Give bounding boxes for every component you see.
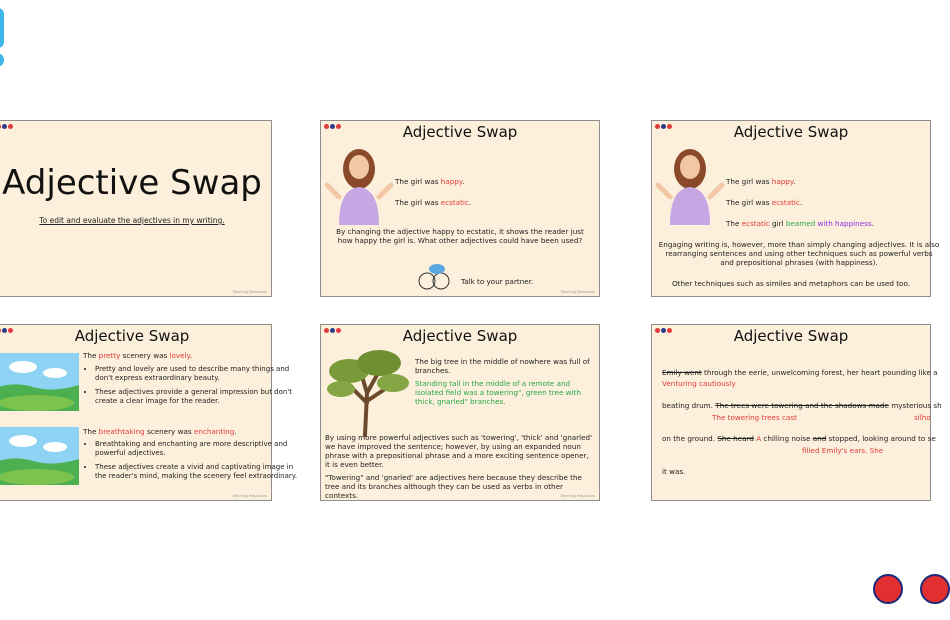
slide-title: Adjective Swap — [733, 327, 849, 345]
slide-thumbnail-3[interactable] — [651, 120, 940, 297]
bullet-list-2 — [85, 440, 301, 486]
breathtaking-enchanting-sentence: The breathtaking scenery was enchanting. — [83, 427, 237, 436]
page-dot-button-next[interactable] — [920, 574, 950, 604]
explanation-text: By using more powerful adjectives such as 'towering', 'thick' and 'gnarled' we have improved the sentence; however, by using an expanded noun phrase with a prepositional phrase and a more exciting sentence opener, it is even better. — [325, 433, 593, 469]
plain-sentence: The big tree in the middle of nowhere was full of branches. — [415, 357, 590, 375]
slide-title: Adjective Swap — [74, 327, 190, 345]
bullet-list-1 — [85, 365, 299, 411]
sentence-happy: The girl was happy. — [726, 177, 796, 186]
slide-thumbnail-2[interactable] — [320, 120, 600, 297]
talk-partner-icon — [417, 261, 453, 291]
exclamation-mark-icon — [0, 8, 12, 68]
slide-footer: Teaching Resources — [560, 494, 595, 498]
insertion-2b: silho — [914, 413, 931, 422]
slide-thumbnail-4[interactable] — [0, 324, 298, 501]
insertion-3: filled Emily's ears. She — [802, 446, 884, 455]
slide-title: Adjective Swap — [402, 123, 518, 141]
sentence-happy: The girl was happy. — [395, 177, 465, 186]
scenery-image-1 — [0, 353, 79, 411]
sentence-beamed: The ecstatic girl beamed with happiness. — [726, 219, 874, 228]
sentence-ecstatic: The girl was ecstatic. — [395, 198, 472, 207]
bullet-item: • Breathtaking and enchanting are more descriptive and powerful adjectives. — [95, 440, 301, 457]
slide-title: Adjective Swap — [733, 123, 849, 141]
slide-thumbnail-5[interactable] — [320, 324, 600, 501]
slide-footer: Teaching Resources — [232, 290, 267, 294]
slide-footer: Teaching Resources — [232, 494, 267, 498]
edited-line-2: beating drum. The trees were towering and the shadows made mysterious sh — [662, 401, 942, 410]
improved-sentence: Standing tall in the middle of a remote and isolated field was a towering", green tree with thick, gnarled" branches. — [415, 379, 581, 406]
slide-thumbnail-1[interactable] — [0, 120, 272, 297]
girl-illustration — [656, 139, 724, 225]
scenery-image-2 — [0, 427, 79, 485]
slide-title: Adjective Swap — [402, 327, 518, 345]
edited-line-3: on the ground. She heard A chilling noise and stopped, looking around to se — [662, 434, 936, 443]
slide-thumbnail-6[interactable] — [651, 324, 942, 501]
towering-gnarled-note: "Towering" and 'gnarled' are adjectives here because they describe the tree and its branches although they can be used as verbs in other contexts. — [325, 473, 582, 500]
bullet-item: • Pretty and lovely are used to describe many things and don't express extraordinary beauty. — [95, 365, 299, 382]
girl-illustration — [325, 139, 393, 225]
edited-line-1: Emily went through the eerie, unwelcoming forest, her heart pounding like a — [662, 368, 938, 377]
sentence-ecstatic: The girl was ecstatic. — [726, 198, 803, 207]
slide-footer: Teaching Resources — [560, 290, 595, 294]
slide-title: Adjective Swap — [2, 163, 262, 203]
logo — [0, 123, 13, 129]
slide-subtitle: To edit and evaluate the adjectives in my writing. — [39, 216, 225, 225]
tree-illustration — [323, 343, 413, 435]
page-dot-button[interactable] — [873, 574, 903, 604]
bullet-item: • These adjectives provide a general impression but don't create a clear image for the reader. — [95, 388, 299, 405]
talk-to-partner-text: Talk to your partner. — [461, 277, 534, 286]
pretty-lovely-sentence: The pretty scenery was lovely. — [83, 351, 193, 360]
edited-line-4: it was. — [662, 467, 686, 476]
other-techniques-text: Other techniques such as similes and metaphors can be used too. — [671, 279, 911, 288]
insertion-2: The towering trees cast — [712, 413, 797, 422]
insertion-1: Venturing cautiously — [662, 379, 736, 388]
bullet-item: • These adjectives create a vivid and captivating image in the reader's mind, making the scenery feel extraordinary. — [95, 463, 301, 480]
engaging-writing-text: Engaging writing is, however, more than simply changing adjectives. It is also rearranging sentences and using other techniques such as powerful verbs and prepositional phrases (with happiness). — [658, 240, 940, 267]
explanation-text: By changing the adjective happy to ecstatic, it shows the reader just how happy the girl is. What other adjectives could have been used? — [336, 227, 584, 245]
